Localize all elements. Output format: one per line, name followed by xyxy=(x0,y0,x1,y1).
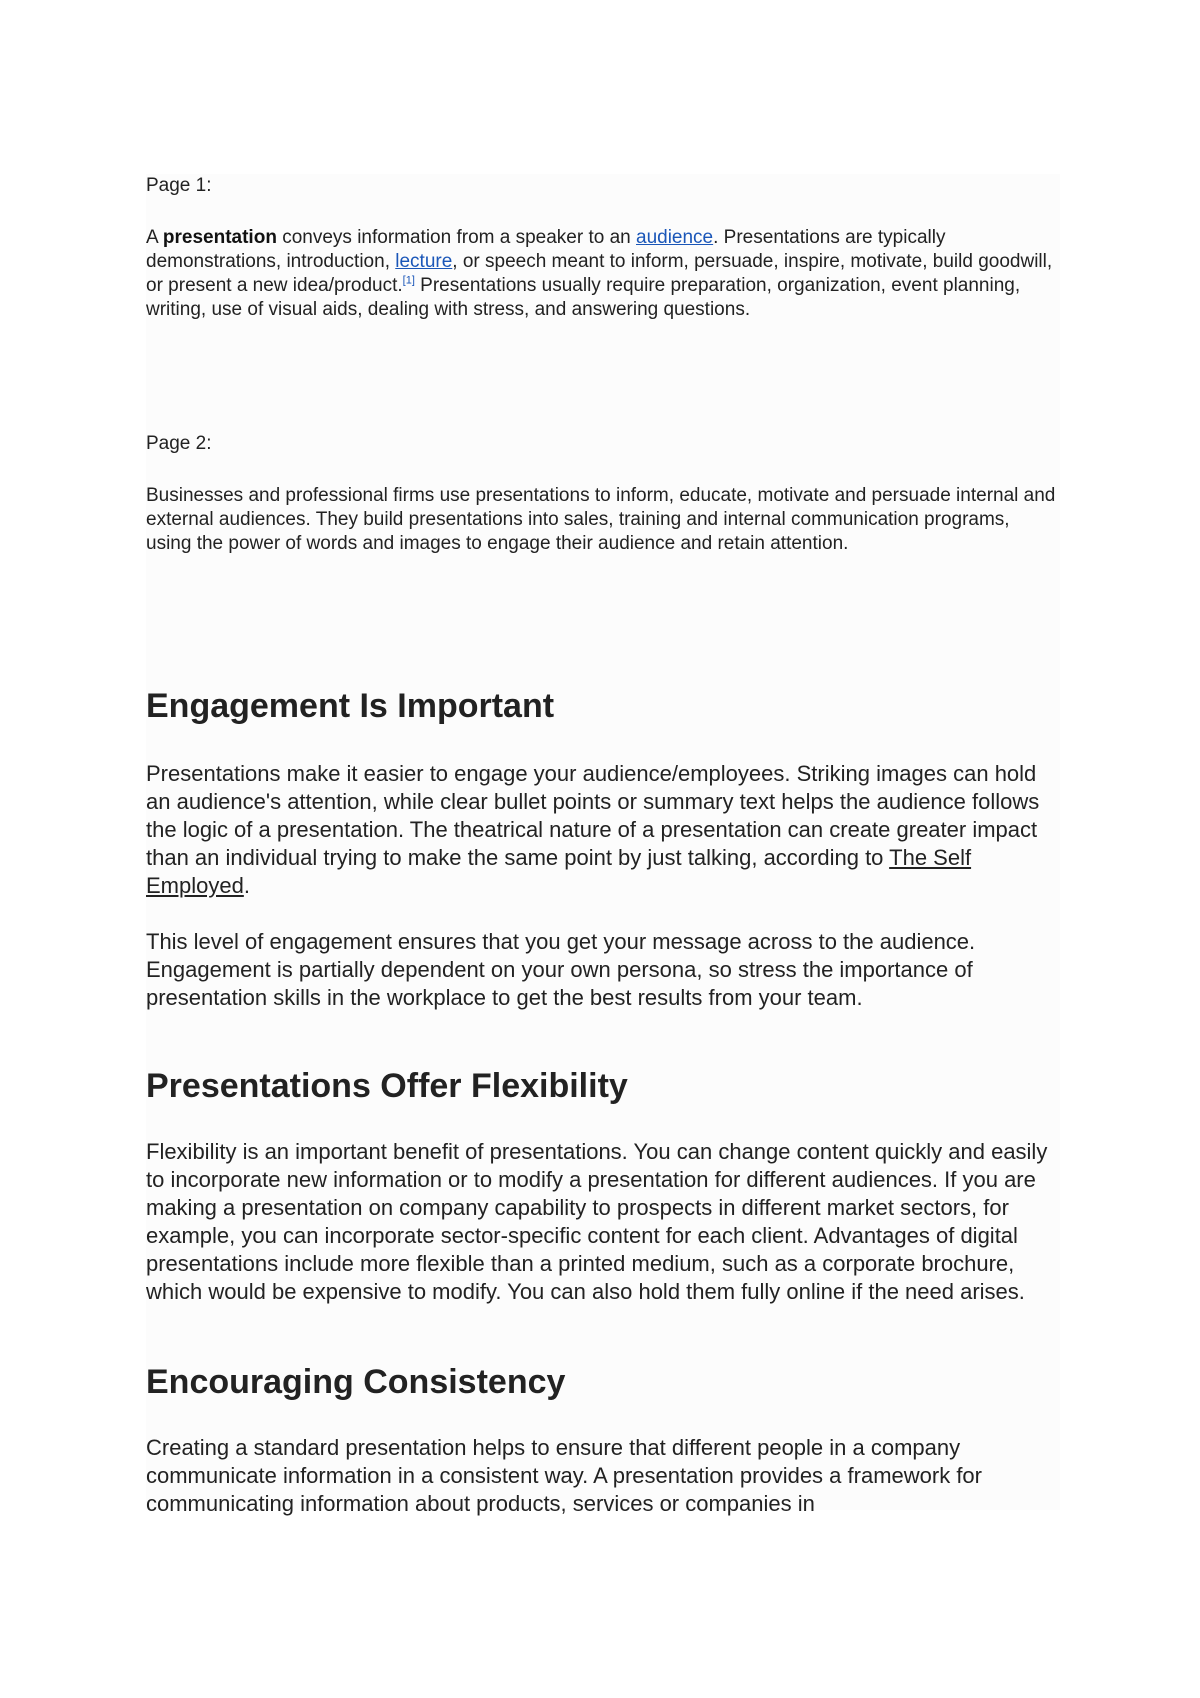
heading-engagement: Engagement Is Important xyxy=(146,687,555,725)
paragraph-businesses: Businesses and professional firms use presentations to inform, educate, motivate and persuade internal and external audiences. They build presentations into sales, training and internal communication programs, using the power of words and images to engage their audience and retain attention. xyxy=(146,485,1056,554)
p1-prefix: A xyxy=(146,227,163,248)
page1-label: Page 1: xyxy=(146,175,212,196)
paragraph-engagement-1 xyxy=(146,760,1060,900)
p1-text-4: Presentations usually require preparation, organization, event planning, writing, use of visual aids, dealing with stress, and answering questions. xyxy=(146,275,1021,320)
p1-text-1: conveys information from a speaker to an xyxy=(276,227,636,248)
heading-flexibility: Presentations Offer Flexibility xyxy=(146,1067,628,1105)
p1-text-2: . Presentations are typically demonstrations, introduction, xyxy=(146,227,946,272)
p1-bold-term: presentation xyxy=(162,227,277,248)
paragraph-engagement-2: This level of engagement ensures that you get your message across to the audience. Engagement is partially dependent on your own persona, so stress the importance of presentation skills in the workplace to get the best results from your team. xyxy=(146,929,976,1010)
audience-link[interactable]: audience xyxy=(636,227,714,248)
p3-text-1: Presentations make it easier to engage your audience/employees. Striking images can hold an audience's attention, while clear bullet points or summary text helps the audience follows the logic of a presentation. The theatrical nature of a presentation can create greater impact than an individual trying to make the same point by just talking, according to xyxy=(146,761,1040,870)
reference-link[interactable]: [1] xyxy=(402,274,415,287)
p1-text-3: , or speech meant to inform, persuade, inspire, motivate, build goodwill, or present a new idea/product. xyxy=(146,251,1053,296)
paragraph-consistency: Creating a standard presentation helps to ensure that different people in a company communicate information in a consistent way. A presentation provides a framework for communicating information about products, services or companies in xyxy=(146,1435,982,1516)
paragraph-presentation-definition xyxy=(146,226,1060,322)
p3-text-2: . xyxy=(243,873,250,898)
paragraph-flexibility: Flexibility is an important benefit of presentations. You can change content quickly and easily to incorporate new information or to modify a presentation for different audiences. If you are making a presentation on company capability to prospects in different market sectors, for example, you can incorporate sector-specific content for each client. Advantages of digital presentations include more flexible than a printed medium, such as a corporate brochure, which would be expensive to modify. You can also hold them fully online if the need arises. xyxy=(146,1139,1048,1304)
self-employed-link[interactable]: The Self Employed xyxy=(146,845,972,898)
heading-consistency: Encouraging Consistency xyxy=(146,1363,566,1401)
page2-label: Page 2: xyxy=(146,433,212,454)
document-page xyxy=(146,174,1060,1516)
lecture-link[interactable]: lecture xyxy=(395,251,453,272)
